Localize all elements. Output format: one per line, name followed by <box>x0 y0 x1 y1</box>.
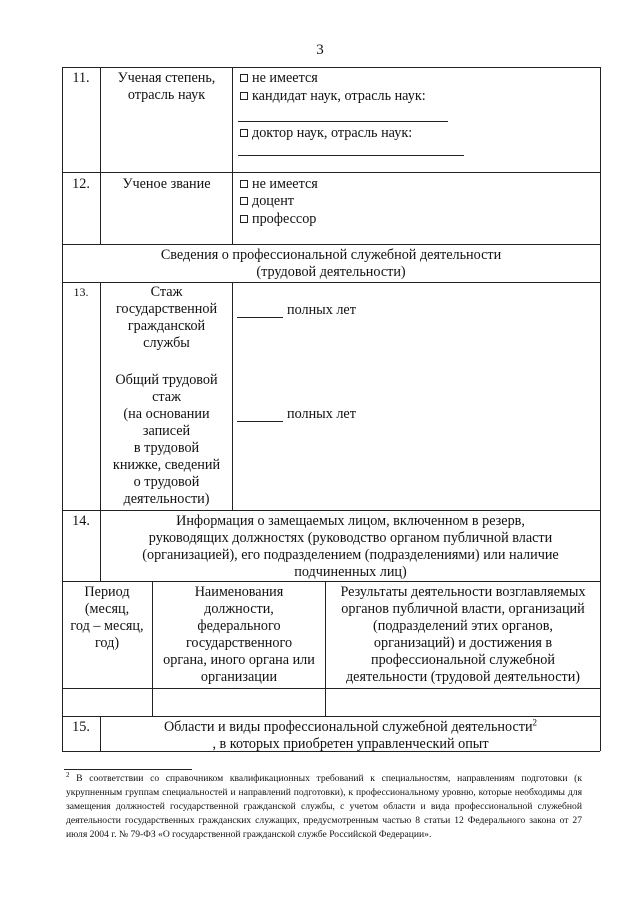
doctor-field-line[interactable] <box>238 155 464 156</box>
row14-text-line4: подчиненных лиц) <box>294 564 407 580</box>
footnote-divider <box>64 769 192 770</box>
row13-number: 13. <box>73 285 89 299</box>
row15-number: 15. <box>72 719 90 735</box>
row13-label1-line2: государственной <box>115 301 218 317</box>
checkbox-icon[interactable] <box>240 197 248 205</box>
row12-label: Ученое звание <box>122 176 211 192</box>
row11-number: 11. <box>72 70 90 86</box>
section-header-line1: Сведения о профессиональной служебной деятельности <box>160 247 502 263</box>
row13-label2-line2: стаж <box>152 389 181 405</box>
total-years-suffix: полных лет <box>287 406 356 422</box>
period-cell[interactable] <box>63 689 151 715</box>
row14-number: 14. <box>72 513 90 529</box>
row12-option-none[interactable]: не имеется <box>240 176 318 194</box>
row12-number: 12. <box>72 176 90 192</box>
footnote-marker: 2 <box>66 770 70 779</box>
row11-label-line1: Ученая степень, <box>117 70 216 86</box>
footnote-text: В соответствии со справочником квалификационных требований к специальностям, направлениям подготовки (к укрупненным группам специальностей и направлений подготовки), к профессиональному уровню, которые необходимы для замещения должностей государственной гражданской службы, с учетом области и вида профессиональной служебной деятельности государственных гражданских служащих, предусмотренным частью 8 статьи 12 Федерального закона от 27 июля 2004 г. № 79-ФЗ «О государственной гражданской службе Российской Федерации». <box>66 773 582 840</box>
row11-option-doctor[interactable]: доктор наук, отрасль наук: <box>240 125 412 143</box>
row13-label1-line4: службы <box>143 335 190 351</box>
row11-label-line2: отрасль наук <box>127 87 206 103</box>
row13-label2-line3: (на основании <box>123 406 210 422</box>
checkbox-icon[interactable] <box>240 129 248 137</box>
page-number: 3 <box>316 42 324 58</box>
row13-label1-line3: гражданской <box>127 318 206 334</box>
row13-label2-line6: книжке, сведений <box>112 457 221 473</box>
row13-label2-line8: деятельности) <box>123 491 210 507</box>
service-years-field[interactable] <box>237 317 283 318</box>
row11-option-candidate[interactable]: кандидат наук, отрасль наук: <box>240 88 426 106</box>
row15-text-line2: , в которых приобретен управленческий опыт <box>212 736 489 752</box>
footnote-reference: 2 <box>532 717 538 728</box>
results-cell[interactable] <box>326 689 599 715</box>
row13-label2-line7: о трудовой <box>133 474 200 490</box>
footnote <box>66 772 582 842</box>
row13-label2-line1: Общий трудовой <box>115 372 218 388</box>
row15-text-line1: Области и виды профессиональной служебной деятельности$^2$ <box>163 717 538 735</box>
row13-label2-line5: в трудовой <box>133 440 200 456</box>
checkbox-icon[interactable] <box>240 215 248 223</box>
row12-option-docent[interactable]: доцент <box>240 193 294 211</box>
section-header-line2: (трудовой деятельности) <box>256 264 406 280</box>
row14-text-line1: Информация о замещаемых лицом, включенном в резерв, <box>176 513 525 529</box>
row11-option-none[interactable]: не имеется <box>240 70 318 88</box>
checkbox-icon[interactable] <box>240 92 248 100</box>
row14-text-line3: (организацией), его подразделением (подразделениями) или наличие <box>142 547 559 563</box>
row12-option-professor[interactable]: профессор <box>240 211 316 229</box>
checkbox-icon[interactable] <box>240 180 248 188</box>
position-cell[interactable] <box>153 689 324 715</box>
row13-label2-line4: записей <box>142 423 191 439</box>
total-years-field[interactable] <box>237 421 283 422</box>
checkbox-icon[interactable] <box>240 74 248 82</box>
candidate-field-line[interactable] <box>238 121 448 122</box>
row13-label1-line1: Стаж <box>150 284 183 300</box>
service-years-suffix: полных лет <box>287 302 356 318</box>
row14-text-line2: руководящих должностях (руководство органом публичной власти <box>148 530 553 546</box>
